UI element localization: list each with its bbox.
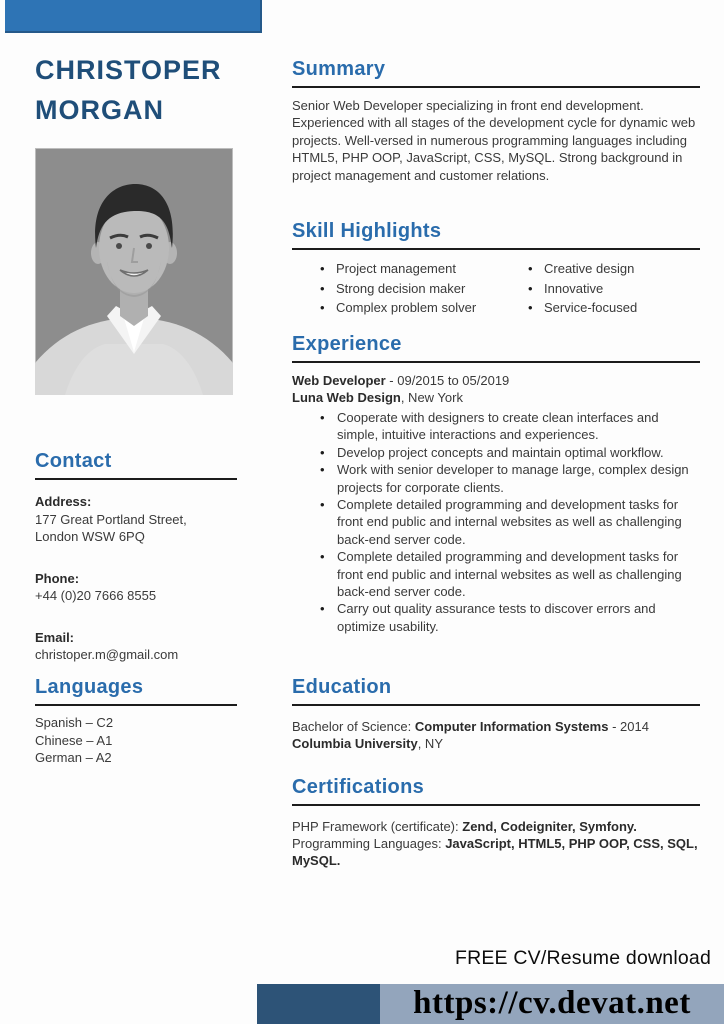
candidate-first-name: CHRISTOPER — [35, 55, 222, 85]
job-title: Web Developer — [292, 373, 386, 388]
contact-section — [35, 450, 237, 664]
address-line-2: London WSW 6PQ — [35, 529, 145, 544]
experience-bullet: • Develop project concepts and maintain optimal workflow. — [320, 444, 700, 461]
address-line-1: 177 Great Portland Street, — [35, 511, 187, 527]
summary-heading: Summary — [292, 58, 700, 88]
degree-year: - 2014 — [608, 719, 649, 734]
degree-name: Computer Information Systems — [414, 719, 609, 734]
cert-line2-languages: JavaScript, HTML5, PHP OOP, CSS, SQL, MySQL. — [292, 836, 698, 868]
skills-heading: Skill Highlights — [292, 220, 700, 250]
experience-bullet: • Work with senior developer to manage large, complex design projects for corporate clients. — [320, 461, 700, 496]
skills-columns — [292, 259, 700, 318]
phone-value: +44 (0)20 7666 8555 — [35, 588, 157, 603]
skills-column-2 — [506, 259, 700, 318]
summary-text: Senior Web Developer specializing in front end development. Experienced with all stages of the development cycle for dynamic web projects. Well-versed in numerous programming languages including HTML5, PHP OOP, JavaScript, CSS, MySQL. Strong background in project management and customer relations. — [292, 98, 696, 183]
experience-bullet: • Carry out quality assurance tests to discover errors and optimize usability. — [320, 600, 700, 635]
experience-bullet: • Complete detailed programming and development tasks for front end public and internal websites as well as challenging back-end server code. — [320, 548, 700, 600]
profile-photo — [35, 148, 233, 395]
job-company-line — [292, 390, 700, 407]
education-heading: Education — [292, 676, 700, 706]
top-accent-bar — [5, 0, 262, 33]
skill-item: • Project management — [320, 259, 506, 279]
candidate-last-name: MORGAN — [35, 95, 164, 125]
education-degree-line — [292, 718, 700, 735]
contact-address — [35, 493, 237, 546]
language-item: Chinese – A1 — [35, 732, 113, 748]
download-site-url[interactable]: https://cv.devat.net — [413, 985, 691, 1021]
certifications-section — [292, 776, 700, 869]
contact-heading: Contact — [35, 450, 237, 480]
skills-section — [292, 220, 700, 318]
skill-item: • Strong decision maker — [320, 279, 506, 299]
job-dates: - 09/2015 to 05/2019 — [385, 373, 510, 388]
candidate-name — [35, 50, 275, 130]
company-location: , New York — [400, 389, 463, 405]
skills-column-1 — [292, 259, 506, 318]
languages-heading: Languages — [35, 676, 237, 706]
company-name: Luna Web Design — [292, 389, 401, 405]
contact-email — [35, 629, 237, 664]
experience-bullet: • Complete detailed programming and development tasks for front end public and internal websites as well as challenging back-end server code. — [320, 496, 700, 548]
experience-bullet-list — [292, 409, 700, 635]
certifications-heading: Certifications — [292, 776, 700, 806]
email-value: christoper.m@gmail.com — [35, 647, 179, 662]
cert-line1-frameworks: Zend, Codeigniter, Symfony. — [462, 819, 637, 834]
degree-prefix: Bachelor of Science: — [292, 719, 415, 734]
skill-item: • Service-focused — [528, 298, 700, 318]
footer-band — [257, 984, 724, 1024]
languages-list — [35, 714, 237, 767]
experience-bullet: • Cooperate with designers to create clean interfaces and simple, intuitive interactions and experiences. — [320, 409, 700, 444]
cert-line2-prefix: Programming Languages: — [292, 836, 446, 851]
job-title-line — [292, 373, 700, 390]
education-section — [292, 676, 700, 752]
summary-section — [292, 58, 700, 184]
profile-photo-image — [35, 148, 233, 395]
free-download-label: FREE CV/Resume download — [454, 947, 711, 969]
education-school-line — [292, 735, 700, 752]
languages-section — [35, 676, 237, 767]
email-label: Email: — [35, 629, 75, 645]
skill-item: • Innovative — [528, 279, 700, 299]
school-location: , NY — [417, 736, 443, 751]
skill-item: • Creative design — [528, 259, 700, 279]
phone-label: Phone: — [35, 570, 80, 586]
language-item: German – A2 — [35, 750, 112, 765]
experience-heading: Experience — [292, 333, 700, 363]
cert-line1-prefix: PHP Framework (certificate): — [292, 819, 463, 834]
skill-item: • Complex problem solver — [320, 298, 506, 318]
experience-section — [292, 333, 700, 635]
certifications-text — [292, 818, 700, 869]
language-item: Spanish – C2 — [35, 715, 114, 730]
address-label: Address: — [35, 494, 92, 509]
footer-band-accent — [257, 984, 380, 1024]
school-name: Columbia University — [292, 736, 418, 751]
contact-phone — [35, 570, 237, 605]
